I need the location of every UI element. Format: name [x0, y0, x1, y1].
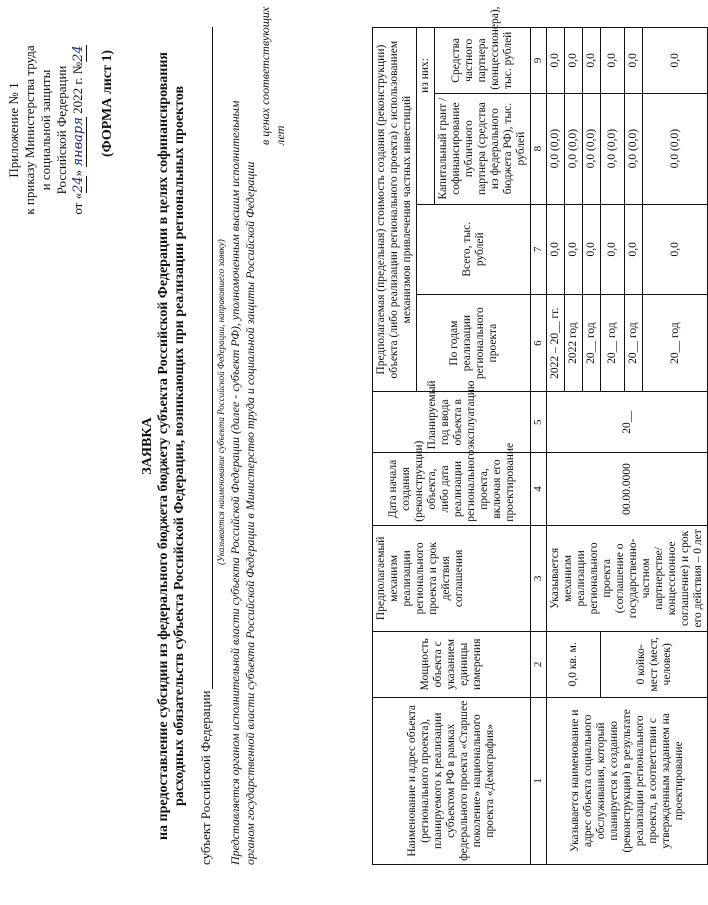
- header-commission-year: Планируемый год ввода объекта в эксплуатацию: [373, 392, 531, 453]
- total-cell: 0,0: [565, 204, 583, 294]
- private-cell: 0,0: [625, 28, 643, 94]
- year-cell: 2022 год: [565, 295, 583, 392]
- header-capacity: Мощность объекта с указанием единицы измерения: [373, 632, 531, 698]
- appendix-line1: Приложение № 1: [6, 82, 21, 178]
- subject-label: субъект Российской Федерации: [198, 690, 213, 865]
- column-number: 9: [531, 28, 547, 94]
- appendix-date: от «24» января 2022 г. №24: [70, 45, 86, 215]
- column-number: 5: [531, 392, 547, 453]
- intro-text: [228, 27, 258, 865]
- appendix-line3: и социальной защиты: [38, 69, 53, 191]
- price-note: в ценах соответствующих лет: [258, 6, 287, 145]
- appendix-day: 24: [71, 176, 86, 193]
- header-start-date: Дата начала создания (реконструкции) объекта, либо дата реализации регионального проекта, включая его проектирование: [373, 453, 531, 525]
- column-number-row: [531, 28, 547, 865]
- total-cell: 0,0: [625, 204, 643, 294]
- subject-underline: [212, 27, 213, 689]
- grant-cell: 0,0 (0,0): [625, 93, 643, 204]
- column-number: 6: [531, 295, 547, 392]
- year-cell: 2022 – 20__ гг.: [547, 295, 565, 392]
- column-number: 8: [531, 93, 547, 204]
- header-row-1: [373, 28, 417, 865]
- appendix-number: 24: [71, 45, 86, 62]
- appendix-month: января: [71, 117, 86, 167]
- column-number: 4: [531, 453, 547, 525]
- header-total: Всего, тыс. рублей: [417, 204, 531, 294]
- total-cell: 0,0: [643, 204, 708, 294]
- private-cell: 0,0: [565, 28, 583, 94]
- capacity-beds-cell: 0 койко-мест (мест, человек): [601, 632, 708, 698]
- private-cell: 0,0: [601, 28, 625, 94]
- mechanism-cell: Указывается механизм реализации регионального проекта (соглашение о государственно-частном партнерстве/ концессионное соглашение) и срок его действия – 0 лет: [547, 525, 708, 631]
- header-years: По годам реализации регионального проекта: [417, 295, 531, 392]
- header-of-which: из них:: [417, 28, 435, 205]
- object-name-cell: Указывается наименование и адрес объекта социального обслуживания, который планируется к созданию (реконструкции) в результате реализации регионального проекта, в соответствии с утвержденным заданием на проектирование: [547, 697, 708, 864]
- subject-hint: (Указывается наименование субъекта Российской Федерации, направившего заявку): [216, 239, 226, 565]
- appendix-block: [6, 15, 87, 245]
- intro-line2: органом государственной власти субъекта Российской Федерации в Министерство труда и социальной защиты Российской Федерации: [243, 161, 257, 865]
- header-cost-group: Предполагаемая (предельная) стоимость создания (реконструкции) объекта (либо реализации регионального проекта) с использованием механизмов привлечения частных инвестиций: [373, 28, 417, 392]
- column-number: 1: [531, 697, 547, 864]
- header-private: Средства частного партнера (концессионера), тыс. рублей: [435, 28, 531, 94]
- year-cell: 20__ год: [601, 295, 625, 392]
- grant-cell: 0,0 (0,0): [583, 93, 601, 204]
- form-label: (ФОРМА лист 1): [100, 49, 115, 157]
- intro-line1: Представляется органом исполнительной власти субъекта Российской Федерации (далее - субъект РФ), уполномоченным высшим исполнительным: [228, 100, 242, 865]
- column-number: 7: [531, 204, 547, 294]
- column-number: 3: [531, 525, 547, 631]
- title-line1: ЗАЯВКА: [140, 417, 155, 475]
- capacity-area-cell: 0,0 кв. м.: [547, 632, 601, 698]
- total-cell: 0,0: [601, 204, 625, 294]
- column-number: 2: [531, 632, 547, 698]
- commission-year-cell: 20__: [547, 392, 708, 453]
- header-mechanism: Предполагаемый механизм реализации регионального проекта и срок действия соглашения: [373, 525, 531, 631]
- private-cell: 0,0: [583, 28, 601, 94]
- document-title: [140, 27, 188, 865]
- grant-cell: 0,0 (0,0): [643, 93, 708, 204]
- data-row-year-0: [547, 28, 565, 865]
- year-cell: 20__ год: [643, 295, 708, 392]
- header-grant: Капитальный грант / софинансирование публичного партнера (средства из федерального бюджета РФ), тыс. рублей: [435, 93, 531, 204]
- header-name-address: Наименование и адрес объекта (регионального проекта), планируемого к реализации субъектом РФ в рамках федерального проекта «Старшее поколение» национального проекта «Демография»: [373, 697, 531, 864]
- title-line3: расходных обязательств субъекта Российской Федерации, возникающих при реализации региональных проектов: [172, 85, 187, 807]
- total-cell: 0,0: [583, 204, 601, 294]
- appendix-line2: к приказу Министерства труда: [22, 45, 37, 215]
- subject-row: [198, 27, 216, 865]
- title-line2: на предоставление субсидии из федерального бюджета бюджету субъекта Российской Федерации в целях софинансирования: [156, 51, 171, 841]
- appendix-line4: Российской Федерации: [54, 65, 69, 195]
- year-cell: 20__ год: [625, 295, 643, 392]
- private-cell: 0,0: [643, 28, 708, 94]
- total-cell: 0,0: [547, 204, 565, 294]
- grant-cell: 0,0 (0,0): [601, 93, 625, 204]
- grant-cell: 0,0 (0,0): [565, 93, 583, 204]
- application-table: [372, 6, 708, 865]
- start-date-cell: 00.00.0000: [547, 453, 708, 525]
- year-cell: 20__ год: [583, 295, 601, 392]
- grant-cell: 0,0 (0,0): [547, 93, 565, 204]
- private-cell: 0,0: [547, 28, 565, 94]
